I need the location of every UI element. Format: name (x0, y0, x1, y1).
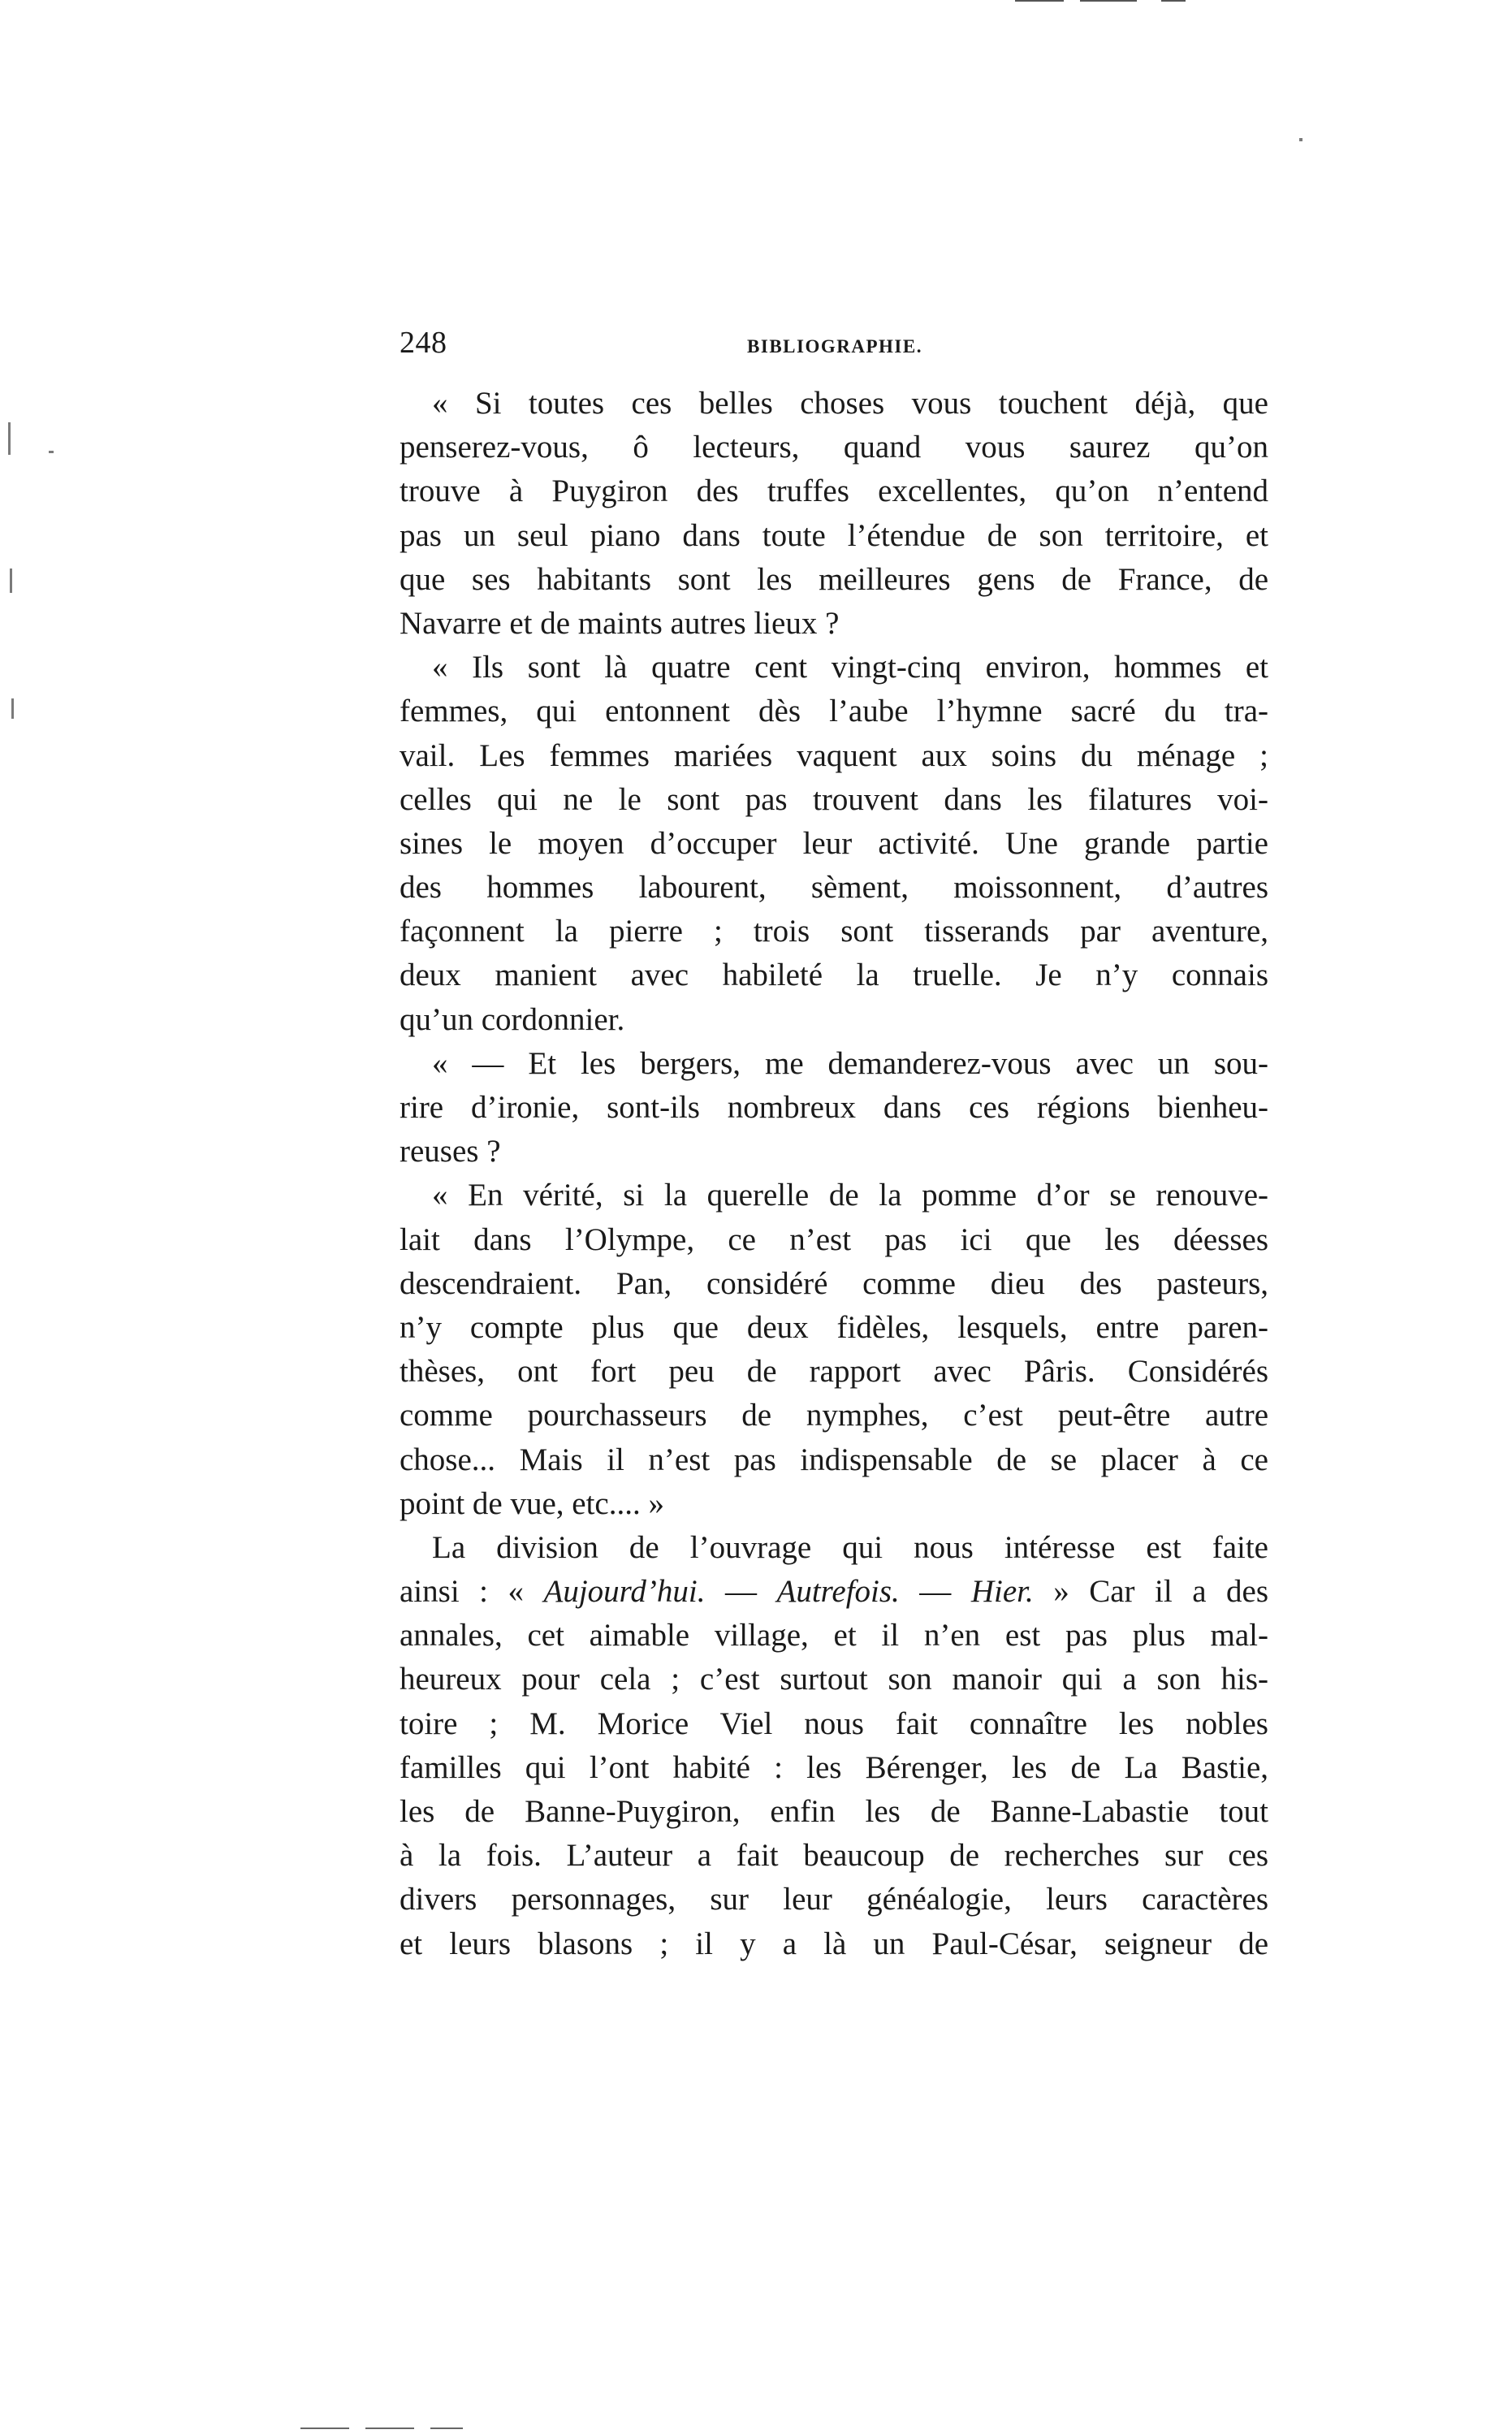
text-line: chose... Mais il n’est pas indispensable de se placer à ce (400, 1442, 1268, 1477)
scan-mark-top-2 (1080, 0, 1137, 2)
division-yesterday: Hier. (970, 1574, 1034, 1610)
division-suffix: » Car il a des (1033, 1574, 1269, 1610)
scan-speck (10, 569, 12, 593)
text-line: trouve à Puygiron des truffes excellentes, qu’on n’entend (400, 473, 1268, 509)
text-line: « Ils sont là quatre cent vingt-cinq environ, hommes et (432, 650, 1268, 685)
text-line: rire d’ironie, sont-ils nombreux dans ces régions bienheu- (400, 1090, 1268, 1125)
text-line: heureux pour cela ; c’est surtout son manoir qui a son his- (400, 1662, 1268, 1697)
text-line-division (400, 1570, 1268, 1614)
division-formerly: Autrefois. (776, 1574, 900, 1610)
text-line: à la fois. L’auteur a fait beaucoup de recherches sur ces (400, 1838, 1268, 1874)
page-number: 248 (400, 326, 447, 360)
body-text (400, 382, 1268, 1966)
text-line: femmes, qui entonnent dès l’aube l’hymne sacré du tra- (400, 694, 1268, 729)
text-line: sines le moyen d’occuper leur activité. Une grande partie (400, 825, 1268, 861)
text-line: qu’un cordonnier. (400, 1001, 625, 1037)
division-today: Aujourd’hui. (543, 1574, 706, 1610)
text-line: pas un seul piano dans toute l’étendue de son territoire, et (400, 517, 1268, 553)
division-prefix: ainsi : « (400, 1574, 544, 1610)
text-line: les de Banne-Puygiron, enfin les de Banne-Labastie tout (400, 1794, 1268, 1829)
text-line: La division de l’ouvrage qui nous intéresse est faite (432, 1529, 1268, 1565)
text-line: lait dans l’Olympe, ce n’est pas ici que les déesses (400, 1221, 1268, 1257)
text-line: vail. Les femmes mariées vaquent aux soins du ménage ; (400, 737, 1268, 773)
text-line: reuses ? (400, 1134, 501, 1169)
text-line: familles qui l’ont habité : les Bérenger, les de La Bastie, (400, 1749, 1268, 1785)
text-line: penserez-vous, ô lecteurs, quand vous saurez qu’on (400, 430, 1268, 465)
scan-mark-top-1 (1015, 0, 1064, 2)
text-line: et leurs blasons ; il y a là un Paul-César, seigneur de (400, 1926, 1268, 1961)
scan-mark-bottom-2 (365, 2428, 414, 2429)
text-line: n’y compte plus que deux fidèles, lesquels, entre paren- (400, 1309, 1268, 1345)
text-line: des hommes labourent, sèment, moissonnent, d’autres (400, 870, 1268, 906)
scan-speck (49, 451, 54, 453)
text-line: « — Et les bergers, me demanderez-vous avec un sou- (432, 1045, 1268, 1081)
text-line: toire ; M. Morice Viel nous fait connaître les nobles (400, 1706, 1268, 1741)
text-line: Navarre et de maints autres lieux ? (400, 605, 840, 641)
text-line: celles qui ne le sont pas trouvent dans les filatures voi- (400, 781, 1268, 817)
text-line: « Si toutes ces belles choses vous touchent déjà, que (432, 386, 1268, 421)
scan-mark-bottom-1 (300, 2428, 349, 2429)
running-head: BIBLIOGRAPHIE. (747, 336, 922, 357)
text-line: deux manient avec habileté la truelle. Je n’y connais (400, 958, 1268, 993)
scan-mark-bottom-3 (430, 2428, 463, 2429)
division-sep: — (899, 1574, 971, 1610)
scan-speck (8, 422, 11, 455)
division-sep: — (705, 1574, 777, 1610)
text-line: façonnent la pierre ; trois sont tisserands par aventure, (400, 914, 1268, 949)
text-line: point de vue, etc.... » (400, 1485, 664, 1521)
text-line: thèses, ont fort peu de rapport avec Pâris. Considérés (400, 1354, 1268, 1390)
scan-speck (1299, 138, 1302, 141)
text-line: annales, cet aimable village, et il n’en est pas plus mal- (400, 1618, 1268, 1654)
text-line: que ses habitants sont les meilleures gens de France, de (400, 561, 1268, 597)
scan-speck (11, 698, 14, 719)
scan-mark-top-3 (1161, 0, 1186, 2)
text-line: divers personnages, sur leur généalogie, leurs caractères (400, 1882, 1268, 1917)
text-line: descendraient. Pan, considéré comme dieu des pasteurs, (400, 1265, 1268, 1301)
page-header (400, 325, 1270, 365)
text-line: comme pourchasseurs de nymphes, c’est peut-être autre (400, 1398, 1268, 1433)
text-line: « En vérité, si la querelle de la pomme d’or se renouve- (432, 1178, 1268, 1213)
